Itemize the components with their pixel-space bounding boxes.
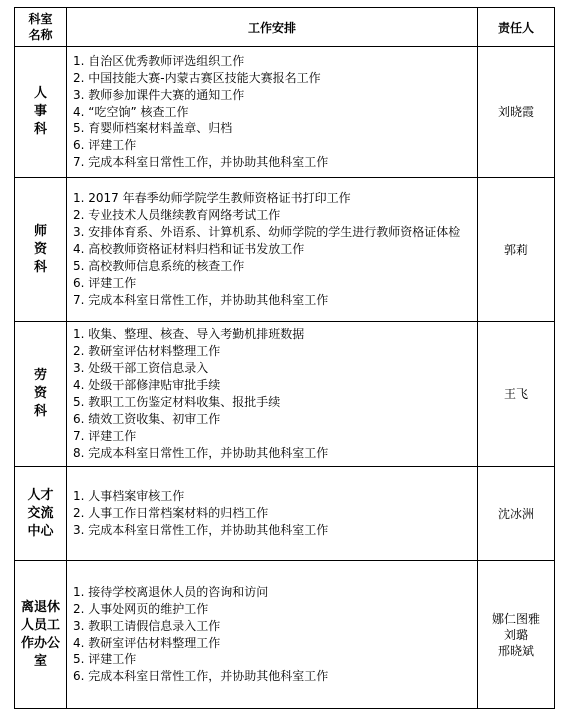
task-item: 4. 教研室评估材料整理工作 bbox=[73, 635, 221, 650]
task-item: 3. 完成本科室日常性工作，并协助其他科室工作 bbox=[73, 522, 329, 537]
task-list bbox=[67, 190, 477, 308]
task-list bbox=[67, 584, 477, 685]
task-item: 2. 教研室评估材料整理工作 bbox=[73, 344, 221, 359]
person-name: 沈冰洲 bbox=[497, 506, 534, 521]
task-item: 3. 教职工请假信息录入工作 bbox=[73, 618, 221, 633]
table-row bbox=[15, 467, 555, 561]
dept-name: 师 资 科 bbox=[33, 223, 47, 275]
task-item: 4. “吃空饷” 核查工作 bbox=[73, 104, 189, 119]
task-item: 1. 人事档案审核工作 bbox=[73, 489, 185, 504]
task-item: 6. 评建工作 bbox=[73, 138, 137, 153]
dept-name: 人才 交流 中心 bbox=[27, 487, 54, 539]
task-list bbox=[67, 488, 477, 539]
person-name: 刘璐 bbox=[503, 627, 528, 642]
task-item: 2. 人事处网页的维护工作 bbox=[73, 601, 209, 616]
person-name: 刘晓霞 bbox=[497, 105, 534, 119]
task-item: 3. 教师参加课件大赛的通知工作 bbox=[73, 87, 245, 102]
dept-name: 人 事 科 bbox=[33, 86, 47, 137]
task-item: 1. 2017 年春季幼师学院学生教师资格证书打印工作 bbox=[73, 191, 351, 206]
table-header-row bbox=[15, 8, 555, 47]
task-item: 7. 评建工作 bbox=[73, 428, 137, 443]
task-item: 1. 接待学校离退休人员的咨询和访问 bbox=[73, 584, 269, 599]
task-item: 5. 教职工工伤鉴定材料收集、报批手续 bbox=[73, 395, 281, 409]
dept-cell bbox=[15, 47, 67, 178]
header-dept-label: 科室 名称 bbox=[28, 12, 53, 42]
table-row bbox=[15, 47, 555, 178]
task-item: 1. 收集、整理、核查、导入考勤机排班数据 bbox=[73, 327, 305, 342]
task-item: 8. 完成本科室日常性工作，并协助其他科室工作 bbox=[73, 445, 329, 460]
header-dept bbox=[15, 8, 67, 47]
task-item: 7. 完成本科室日常性工作，并协助其他科室工作 bbox=[73, 155, 329, 170]
person-cell bbox=[478, 178, 555, 322]
task-cell bbox=[67, 561, 478, 709]
task-cell bbox=[67, 178, 478, 322]
task-item: 6. 评建工作 bbox=[73, 275, 137, 290]
dept-name: 离退休 人员工 作办公 室 bbox=[20, 599, 60, 669]
person-name: 邢晓斌 bbox=[497, 643, 534, 658]
task-item: 4. 处级干部修津贴审批手续 bbox=[73, 378, 221, 393]
task-item: 2. 中国技能大赛-内蒙古赛区技能大赛报名工作 bbox=[73, 70, 321, 85]
work-arrangement-table bbox=[14, 7, 555, 709]
task-list bbox=[67, 53, 477, 171]
task-item: 5. 育婴师档案材料盖章、归档 bbox=[73, 121, 233, 136]
task-item: 6. 完成本科室日常性工作，并协助其他科室工作 bbox=[73, 669, 329, 684]
dept-cell bbox=[15, 322, 67, 467]
table-row bbox=[15, 561, 555, 709]
task-list bbox=[67, 326, 477, 461]
header-work: 工作安排 bbox=[67, 8, 478, 47]
task-item: 7. 完成本科室日常性工作，并协助其他科室工作 bbox=[73, 292, 329, 307]
dept-cell bbox=[15, 178, 67, 322]
task-item: 5. 评建工作 bbox=[73, 652, 137, 667]
task-item: 4. 高校教师资格证材料归档和证书发放工作 bbox=[73, 242, 305, 257]
task-item: 3. 安排体育系、外语系、计算机系、幼师学院的学生进行教师资格证体检 bbox=[73, 225, 461, 240]
task-item: 2. 专业技术人员继续教育网络考试工作 bbox=[73, 208, 281, 223]
task-item: 1. 自治区优秀教师评选组织工作 bbox=[73, 53, 245, 68]
dept-name: 劳 资 科 bbox=[33, 368, 47, 419]
header-person: 责任人 bbox=[478, 8, 555, 47]
task-cell bbox=[67, 467, 478, 561]
dept-cell bbox=[15, 561, 67, 709]
task-item: 3. 处级干部工资信息录入 bbox=[73, 361, 209, 376]
task-cell bbox=[67, 322, 478, 467]
person-cell bbox=[478, 47, 555, 178]
person-cell bbox=[478, 467, 555, 561]
table-row bbox=[15, 322, 555, 467]
table-row bbox=[15, 178, 555, 322]
person-name: 郭莉 bbox=[503, 242, 528, 257]
task-item: 5. 高校教师信息系统的核查工作 bbox=[73, 258, 245, 273]
person-cell bbox=[478, 561, 555, 709]
person-cell bbox=[478, 322, 555, 467]
person-name: 娜仁图雅 bbox=[491, 611, 540, 626]
task-cell bbox=[67, 47, 478, 178]
person-name: 王飞 bbox=[503, 387, 528, 401]
task-item: 2. 人事工作日常档案材料的归档工作 bbox=[73, 506, 269, 521]
dept-cell bbox=[15, 467, 67, 561]
task-item: 6. 绩效工资收集、初审工作 bbox=[73, 411, 221, 426]
